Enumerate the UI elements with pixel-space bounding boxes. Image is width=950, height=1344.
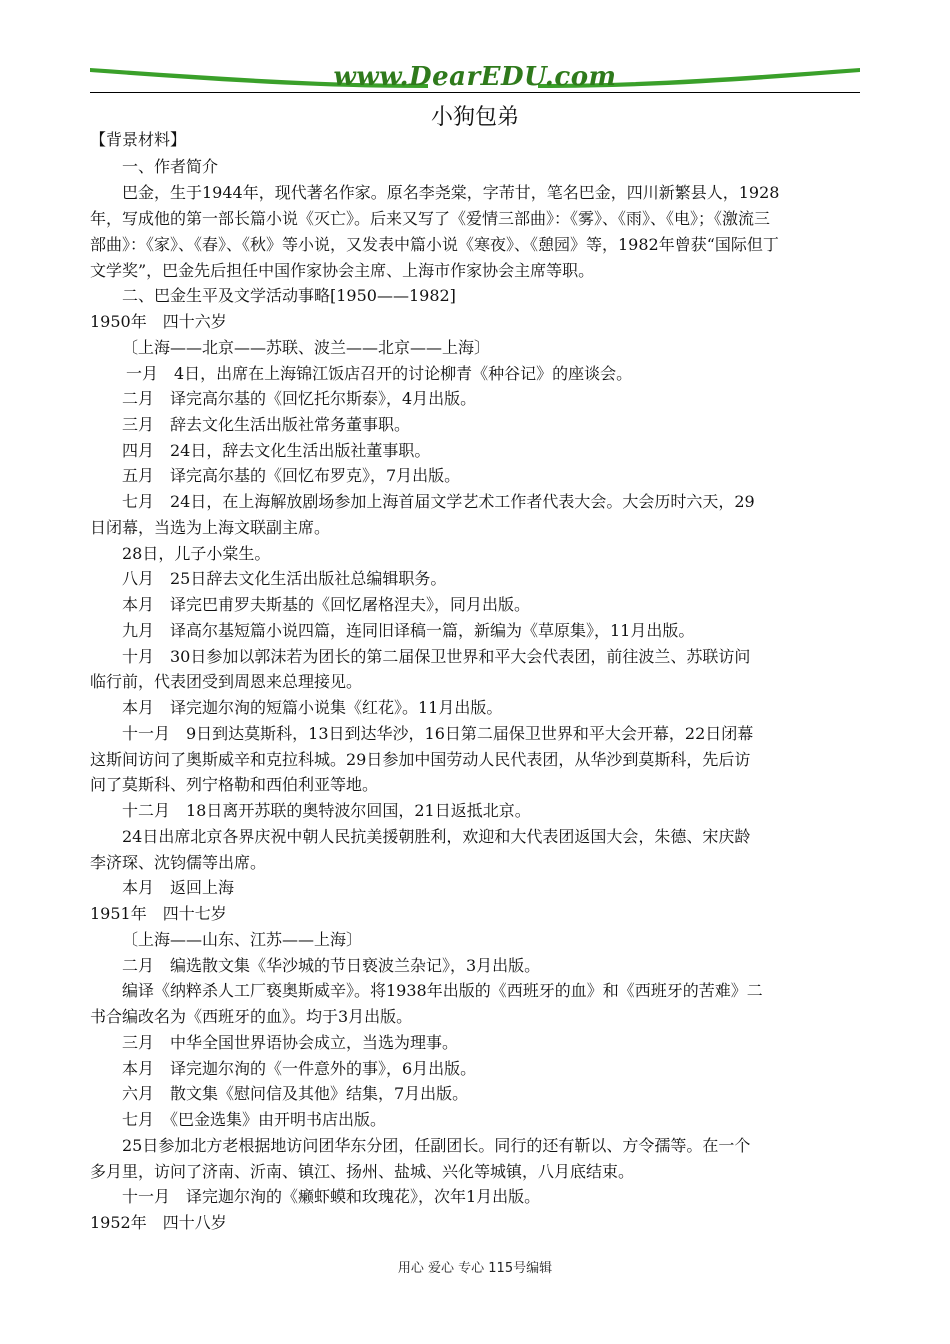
text-line: 1952年 四十八岁 [90, 1213, 227, 1232]
text-line: 十二月 18日离开苏联的奥特波尔回国，21日返抵北京。 [122, 801, 531, 820]
text-line: 十一月 译完迦尔洵的《癞虾蟆和玫瑰花》，次年1月出版。 [122, 1187, 541, 1206]
text-line: 十月 30日参加以郭沫若为团长的第二届保卫世界和平大会代表团，前往波兰、苏联访问 [122, 647, 751, 666]
text-line: 七月 《巴金选集》由开明书店出版。 [122, 1110, 387, 1129]
text-line: 这斯间访问了奥斯威辛和克拉科城。29日参加中国劳动人民代表团，从华沙到莫斯科，先后访 [90, 750, 751, 769]
text-line: 本月 返回上海 [122, 878, 235, 897]
page-footer: 用心 爱心 专心 115号编辑 [397, 1261, 553, 1276]
text-line: 问了莫斯科、列宁格勒和西伯利亚等地。 [90, 775, 379, 794]
text-line: 25日参加北方老根据地访问团华东分团，任副团长。同行的还有靳以、方令孺等。在一个 [122, 1136, 751, 1155]
text-line: 临行前，代表团受到周恩来总理接见。 [90, 672, 363, 691]
text-line: 本月 译完迦尔洵的《一件意外的事》，6月出版。 [122, 1059, 477, 1078]
header-rule [90, 92, 860, 93]
text-line: 一月 4日，出席在上海锦江饭店召开的讨论柳青《种谷记》的座谈会。 [126, 364, 633, 383]
text-line: 九月 译高尔基短篇小说四篇，连同旧译稿一篇，新编为《草原集》，11月出版。 [122, 621, 695, 640]
text-line: 一、作者简介 [122, 157, 219, 176]
text-line: 〔上海——北京——苏联、波兰——北京——上海〕 [122, 338, 491, 357]
text-line: 多月里，访问了济南、沂南、镇江、扬州、盐城、兴化等城镇，八月底结束。 [90, 1162, 635, 1181]
text-line: 编译《纳粹杀人工厂亵奥斯威辛》。将1938年出版的《西班牙的血》和《西班牙的苦难》二 [122, 981, 763, 1000]
text-line: 1950年 四十六岁 [90, 312, 227, 331]
text-line: 【背景材料】 [90, 130, 187, 149]
text-line: 〔上海——山东、江苏——上海〕 [122, 930, 363, 949]
text-line: 日闭幕，当选为上海文联副主席。 [90, 518, 331, 537]
text-line: 28日，儿子小棠生。 [122, 544, 271, 563]
text-line: 二月 编选散文集《华沙城的节日亵波兰杂记》，3月出版。 [122, 956, 541, 975]
text-line: 七月 24日，在上海解放剧场参加上海首届文学艺术工作者代表大会。大会历时六天，29 [122, 492, 755, 511]
text-line: 二月 译完高尔基的《回忆托尔斯泰》，4月出版。 [122, 389, 477, 408]
text-line: 三月 辞去文化生活出版社常务董事职。 [122, 415, 411, 434]
text-line: 巴金，生于1944年，现代著名作家。原名李尧棠，字芾甘，笔名巴金，四川新繁县人，1928 [122, 183, 780, 202]
text-line: 本月 译完巴甫罗夫斯基的《回忆屠格涅夫》，同月出版。 [122, 595, 531, 614]
text-line: 本月 译完迦尔洵的短篇小说集《红花》。11月出版。 [122, 698, 503, 717]
text-line: 文学奖”，巴金先后担任中国作家协会主席、上海市作家协会主席等职。 [90, 261, 595, 280]
text-line: 年，写成他的第一部长篇小说《灭亡》。后来又写了《爱情三部曲》：《雾》、《雨》、《电》；《激流三 [90, 209, 771, 228]
text-line: 六月 散文集《慰问信及其他》结集，7月出版。 [122, 1084, 469, 1103]
text-line: 十一月 9日到达莫斯科，13日到达华沙，16日第二届保卫世界和平大会开幕，22日闭幕 [122, 724, 754, 743]
text-line: 部曲》：《家》、《春》、《秋》等小说，又发表中篇小说《寒夜》、《憩园》等，1982年曾获“国际但丁 [90, 235, 779, 254]
text-line: 四月 24日，辞去文化生活出版社董事职。 [122, 441, 431, 460]
text-line: 24日出席北京各界庆祝中朝人民抗美援朝胜利，欢迎和大代表团返国大会，朱德、宋庆龄 [122, 827, 751, 846]
text-line: 三月 中华全国世界语协会成立，当选为理事。 [122, 1033, 459, 1052]
text-line: 书合编改名为《西班牙的血》。均于3月出版。 [90, 1007, 413, 1026]
document-title: 小狗包弟 [430, 105, 519, 130]
text-line: 1951年 四十七岁 [90, 904, 227, 923]
site-logo[interactable]: www.DearEDU.com [333, 62, 617, 92]
text-line: 李济琛、沈钧儒等出席。 [90, 853, 267, 872]
text-line: 八月 25日辞去文化生活出版社总编辑职务。 [122, 569, 447, 588]
text-line: 二、巴金生平及文学活动事略[1950——1982] [122, 286, 456, 305]
text-line: 五月 译完高尔基的《回忆布罗克》，7月出版。 [122, 466, 461, 485]
